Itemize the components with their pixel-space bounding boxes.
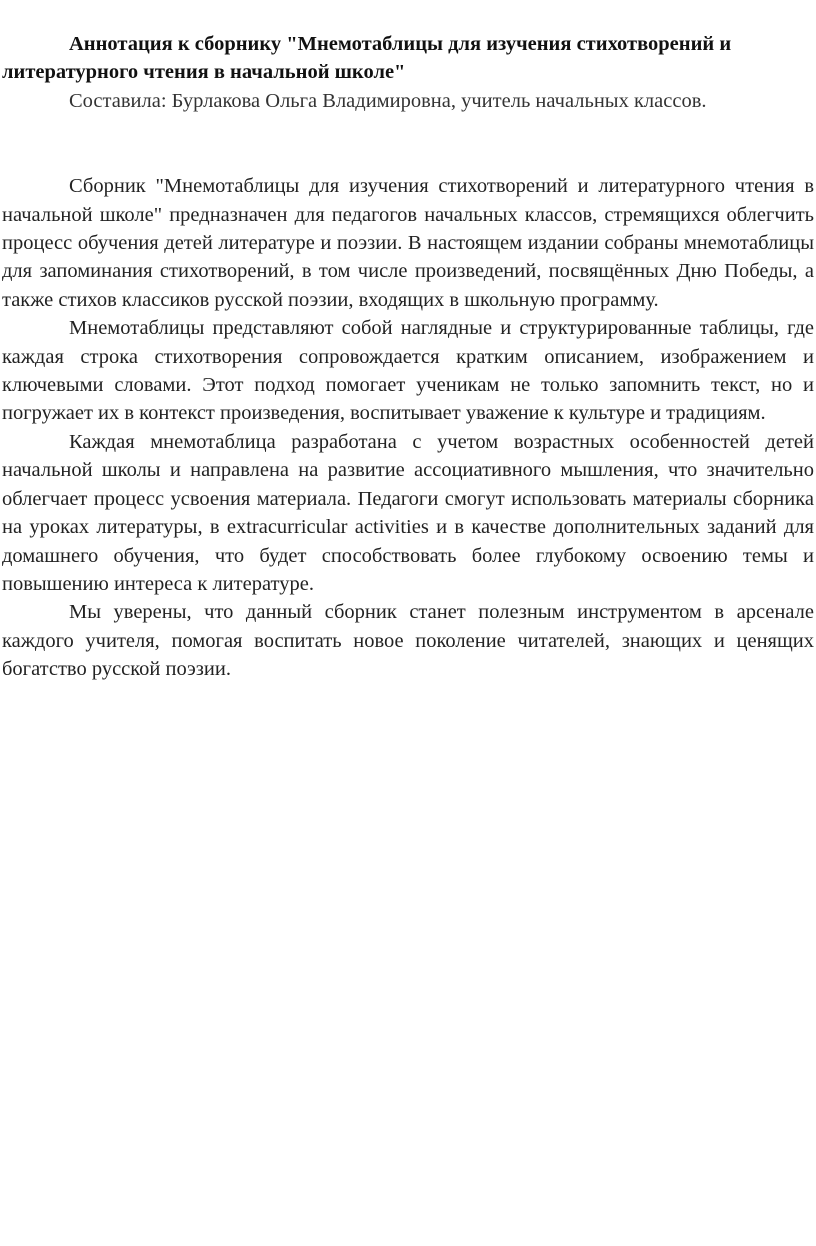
- paragraph-4: Мы уверены, что данный сборник станет полезным инструментом в арсенале каждого учителя, помогая воспитать новое поколение читателей, знающих и ценящих богатство русской поэзии.: [2, 601, 814, 681]
- document-body: [2, 30, 814, 684]
- blank-space: [2, 115, 814, 172]
- paragraph-2: Мнемотаблицы представляют собой наглядные и структурированные таблицы, где каждая строка стихотворения сопровождается кратким описанием, изображением и ключевыми словами. Этот подход помогает ученикам не только запомнить текст, но и погружает их в контекст произведения, воспитывает уважение к культуре и традициям.: [2, 317, 814, 425]
- paragraph-3: Каждая мнемотаблица разработана с учетом возрастных особенностей детей начальной школы и направлена на развитие ассоциативного мышления, что значительно облегчает процесс усвоения материала. Педагоги смогут использовать материалы сборника на уроках литературы, в extracurricular activities и в качестве дополнительных заданий для домашнего обучения, что будет способствовать более глубокому освоению темы и повышению интереса к литературе.: [2, 430, 814, 595]
- document-title: Аннотация к сборнику "Мнемотаблицы для изучения стихотворений и литературного чтения в начальной школе": [2, 33, 732, 84]
- author-line: Составила: Бурлакова Ольга Владимировна, учитель начальных классов.: [69, 89, 707, 112]
- paragraph-1: Сборник "Мнемотаблицы для изучения стихотворений и литературного чтения в начальной школе" предназначен для педагогов начальных классов, стремящихся облегчить процесс обучения детей литературе и поэзии. В настоящем издании собраны мнемотаблицы для запоминания стихотворений, в том числе произведений, посвящённых Дню Победы, а также стихов классиков русской поэзии, входящих в школьную программу.: [2, 175, 814, 311]
